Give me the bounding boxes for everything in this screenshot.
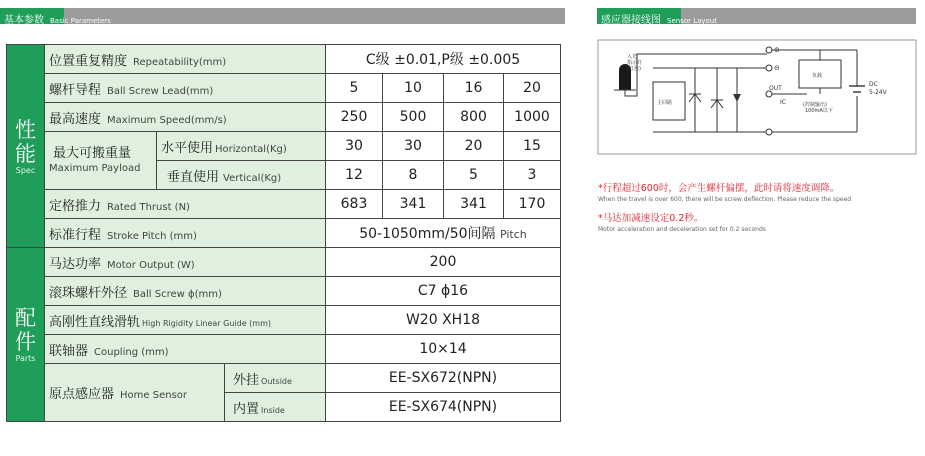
table-row-lead: 螺杆导程 Ball Screw Lead(mm) 5 10 16 20 bbox=[7, 74, 561, 103]
header-en: Basic Parameters bbox=[50, 17, 111, 25]
table-row-payload-vertical: 垂直使用 Vertical(Kg) 12 8 5 3 bbox=[7, 161, 561, 190]
value-repeatability: C级 ±0.01,P级 ±0.005 bbox=[326, 45, 561, 74]
sensor-layout-header bbox=[597, 8, 916, 24]
label-en: Repeatability(mm) bbox=[133, 56, 227, 68]
value-stroke: 50-1050mm/50间隔 Pitch bbox=[326, 219, 561, 248]
value-thrust: 341 bbox=[444, 190, 504, 219]
value-payload-v: 12 bbox=[326, 161, 383, 190]
header-cn: 感应器接线图 bbox=[601, 15, 661, 26]
value-payload-v: 5 bbox=[444, 161, 504, 190]
table-row-motor: 配 件 Parts 马达功率 Motor Output (W) 200 bbox=[7, 248, 561, 277]
out-label: OUT bbox=[769, 85, 782, 92]
value-lead: 10 bbox=[383, 74, 444, 103]
note-travel-cn: *行程超过600时，会产生螺杆偏摆，此时请将速度调降。 bbox=[598, 183, 840, 194]
table-row-thrust: 定格推力 Rated Thrust (N) 683 341 341 170 bbox=[7, 190, 561, 219]
basic-parameters-header bbox=[0, 8, 565, 24]
svg-text:指示灯: 指示灯 bbox=[627, 60, 643, 66]
note-accel-cn: *马达加减速设定0.2秒。 bbox=[598, 213, 704, 224]
value-sensor-inside: EE-SX674(NPN) bbox=[326, 393, 561, 422]
svg-text:5-24V: 5-24V bbox=[869, 89, 887, 96]
table-row-stroke: 标准行程 Stroke Pitch (mm) 50-1050mm/50间隔 Pitch bbox=[7, 219, 561, 248]
value-sensor-outside: EE-SX672(NPN) bbox=[326, 364, 561, 393]
svg-text:⊕: ⊕ bbox=[774, 46, 780, 54]
value-screw: C7 ϕ16 bbox=[326, 277, 561, 306]
value-payload-h: 30 bbox=[383, 132, 444, 161]
diode-icon bbox=[733, 94, 741, 102]
value-speed: 800 bbox=[444, 103, 504, 132]
table-row-sensor-outside: 原点感应器 Home Sensor 外挂 Outside EE-SX672(NPN) bbox=[7, 364, 561, 393]
group-spec: 性 能 Spec bbox=[7, 45, 45, 248]
value-speed: 1000 bbox=[504, 103, 561, 132]
note-travel-en: When the travel is over 600, there will be screw deflection. Please reduce the speed bbox=[598, 196, 852, 203]
value-payload-v: 8 bbox=[383, 161, 444, 190]
sensor-wiring-diagram bbox=[597, 34, 917, 158]
table-row-sensor-inside: 内置 Inside EE-SX674(NPN) bbox=[7, 393, 561, 422]
value-thrust: 683 bbox=[326, 190, 383, 219]
value-guide: W20 XH18 bbox=[326, 306, 561, 335]
main-circuit-label: 主回路 bbox=[657, 100, 673, 106]
svg-text:100mA以下: 100mA以下 bbox=[805, 108, 833, 114]
value-speed: 250 bbox=[326, 103, 383, 132]
svg-text:(红色): (红色) bbox=[627, 66, 641, 72]
value-coupling: 10×14 bbox=[326, 335, 561, 364]
value-thrust: 341 bbox=[383, 190, 444, 219]
value-lead: 16 bbox=[444, 74, 504, 103]
table-row-payload-horizontal: 最大可搬重量 Maximum Payload 水平使用 Horizontal(Kg) 30 30 20 15 bbox=[7, 132, 561, 161]
header-cn: 基本参数 bbox=[4, 15, 44, 26]
ic-label: IC bbox=[780, 99, 786, 106]
value-motor: 200 bbox=[326, 248, 561, 277]
value-payload-h: 30 bbox=[326, 132, 383, 161]
dc-label: DC bbox=[869, 81, 878, 88]
value-thrust: 170 bbox=[504, 190, 561, 219]
value-lead: 20 bbox=[504, 74, 561, 103]
label-cn: 位置重复精度 bbox=[49, 53, 128, 69]
spec-table bbox=[6, 44, 561, 422]
value-speed: 500 bbox=[383, 103, 444, 132]
note-accel-en: Motor acceleration and deceleration set for 0.2 seconds bbox=[598, 226, 766, 233]
table-row-speed: 最高速度 Maximum Speed(mm/s) 250 500 800 1000 bbox=[7, 103, 561, 132]
load-label: 负载 bbox=[812, 73, 823, 79]
header-en: Sensor Layout bbox=[667, 17, 718, 25]
table-row-coupling: 联轴器 Coupling (mm) 10×14 bbox=[7, 335, 561, 364]
value-payload-h: 20 bbox=[444, 132, 504, 161]
table-row-screw: 滚珠螺杆外径 Ball Screw ϕ(mm) C7 ϕ16 bbox=[7, 277, 561, 306]
group-parts: 配 件 Parts bbox=[7, 248, 45, 422]
value-payload-h: 15 bbox=[504, 132, 561, 161]
led-label: 入光 bbox=[627, 54, 638, 60]
table-row-guide: 高刚性直线滑轨 High Rigidity Linear Guide (mm) W20 XH18 bbox=[7, 306, 561, 335]
payload-cn: 最大可搬重量 bbox=[53, 145, 132, 161]
value-lead: 5 bbox=[326, 74, 383, 103]
payload-en: Maximum Payload bbox=[49, 162, 141, 174]
svg-text:⊖: ⊖ bbox=[774, 64, 780, 72]
value-payload-v: 3 bbox=[504, 161, 561, 190]
control-output-label: (控制输出) bbox=[803, 102, 827, 108]
table-row-repeatability bbox=[7, 45, 561, 74]
